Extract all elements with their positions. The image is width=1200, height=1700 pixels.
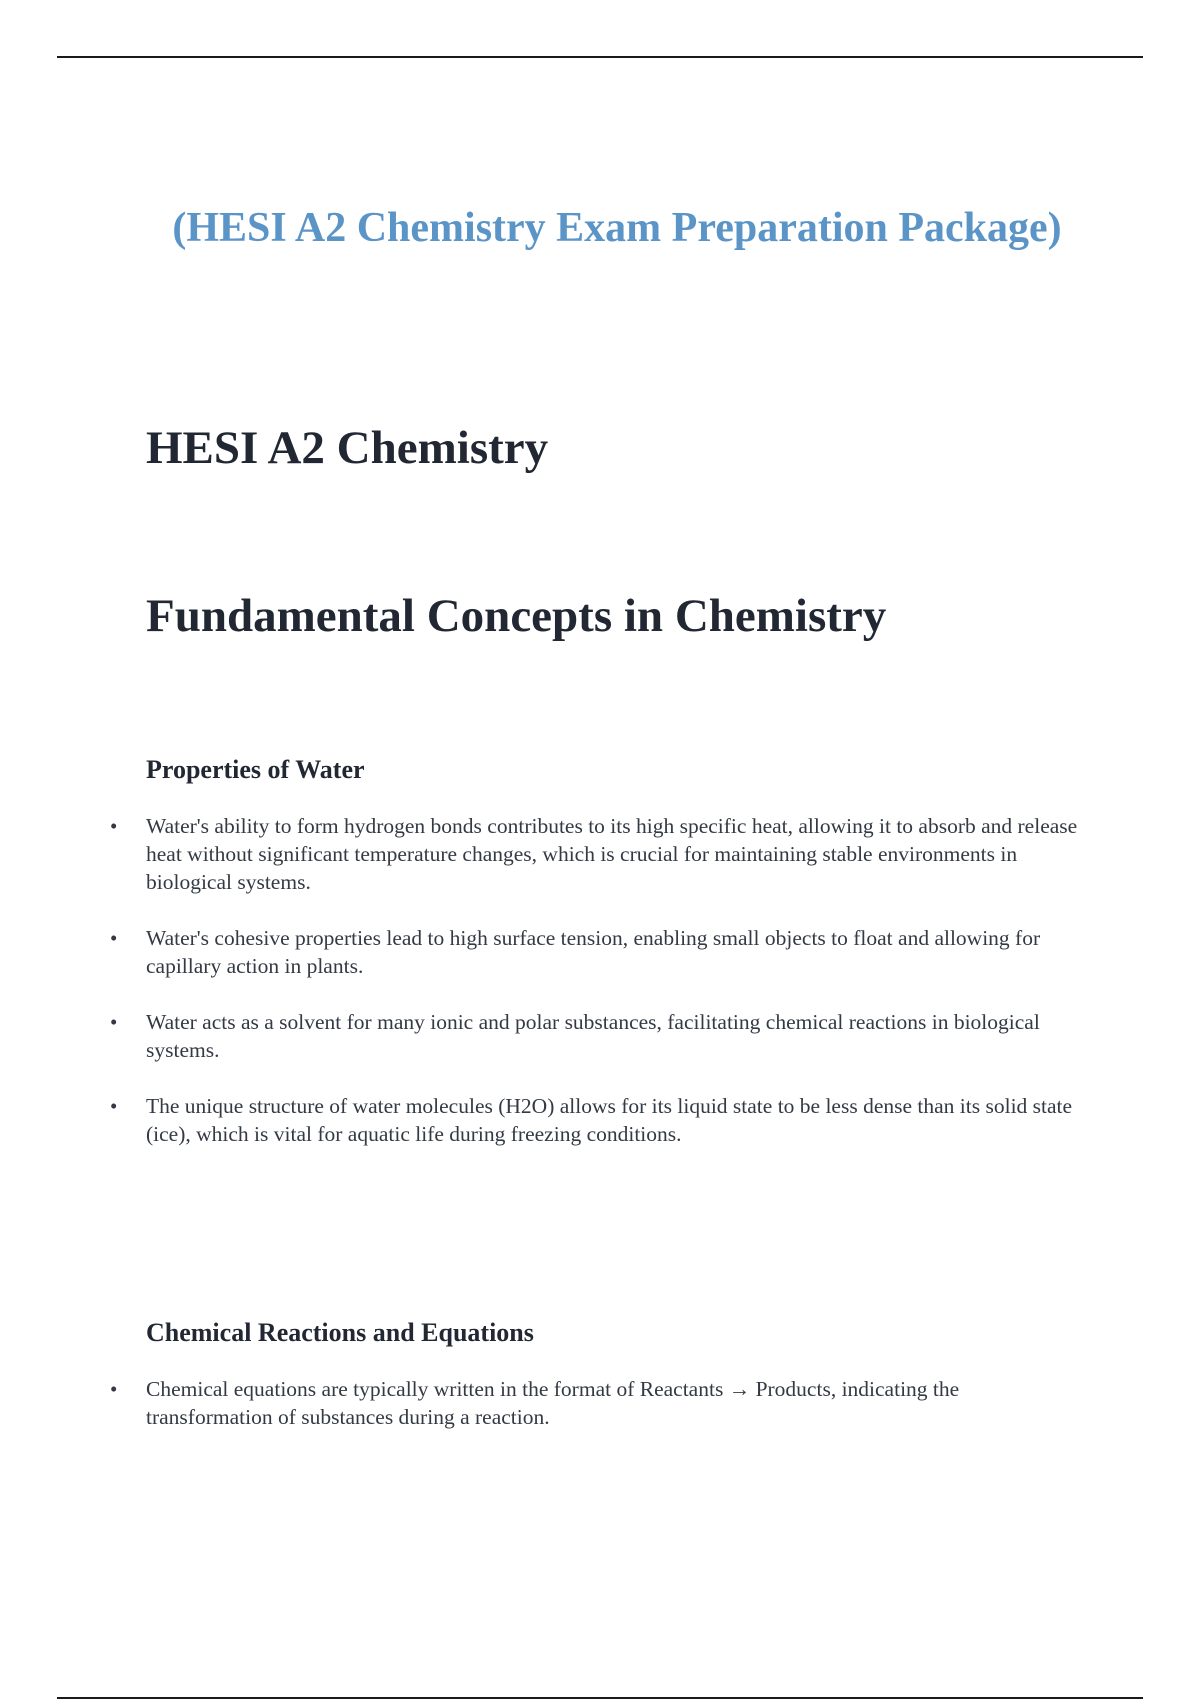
section-heading-chemical-reactions: Chemical Reactions and Equations	[146, 1318, 534, 1347]
bullet-icon: •	[110, 1094, 118, 1118]
document-title: (HESI A2 Chemistry Exam Preparation Package)	[172, 205, 1062, 251]
list-item-text: Chemical equations are typically written in the format of Reactants → Products, indicating the transformation of substances during a reaction.	[146, 1377, 960, 1429]
list-item	[0, 812, 1200, 896]
bullet-icon: •	[110, 1010, 118, 1034]
list-item-text: Water's ability to form hydrogen bonds contributes to its high specific heat, allowing it to absorb and release heat without significant temperature changes, which is crucial for maintaining stable environments in biological systems.	[146, 814, 1078, 894]
chemical-reactions-list	[0, 1375, 1200, 1459]
bottom-rule	[57, 1697, 1143, 1699]
bullet-icon: •	[110, 1377, 118, 1401]
section-heading-properties-of-water: Properties of Water	[146, 755, 365, 784]
list-item-text: Water's cohesive properties lead to high surface tension, enabling small objects to float and allowing for capillary action in plants.	[146, 926, 1041, 978]
list-item	[0, 924, 1200, 980]
list-item	[0, 1092, 1200, 1148]
bullet-icon: •	[110, 926, 118, 950]
list-item	[0, 1008, 1200, 1064]
list-item-text: Water acts as a solvent for many ionic and polar substances, facilitating chemical reactions in biological systems.	[146, 1010, 1040, 1062]
list-item-text: The unique structure of water molecules (H2O) allows for its liquid state to be less dense than its solid state (ice), which is vital for aquatic life during freezing conditions.	[146, 1094, 1073, 1146]
sub-heading: Fundamental Concepts in Chemistry	[146, 590, 887, 642]
main-heading: HESI A2 Chemistry	[146, 422, 549, 474]
bullet-icon: •	[110, 814, 118, 838]
list-item	[0, 1375, 1200, 1431]
properties-of-water-list	[0, 812, 1200, 1176]
top-rule	[57, 56, 1143, 58]
